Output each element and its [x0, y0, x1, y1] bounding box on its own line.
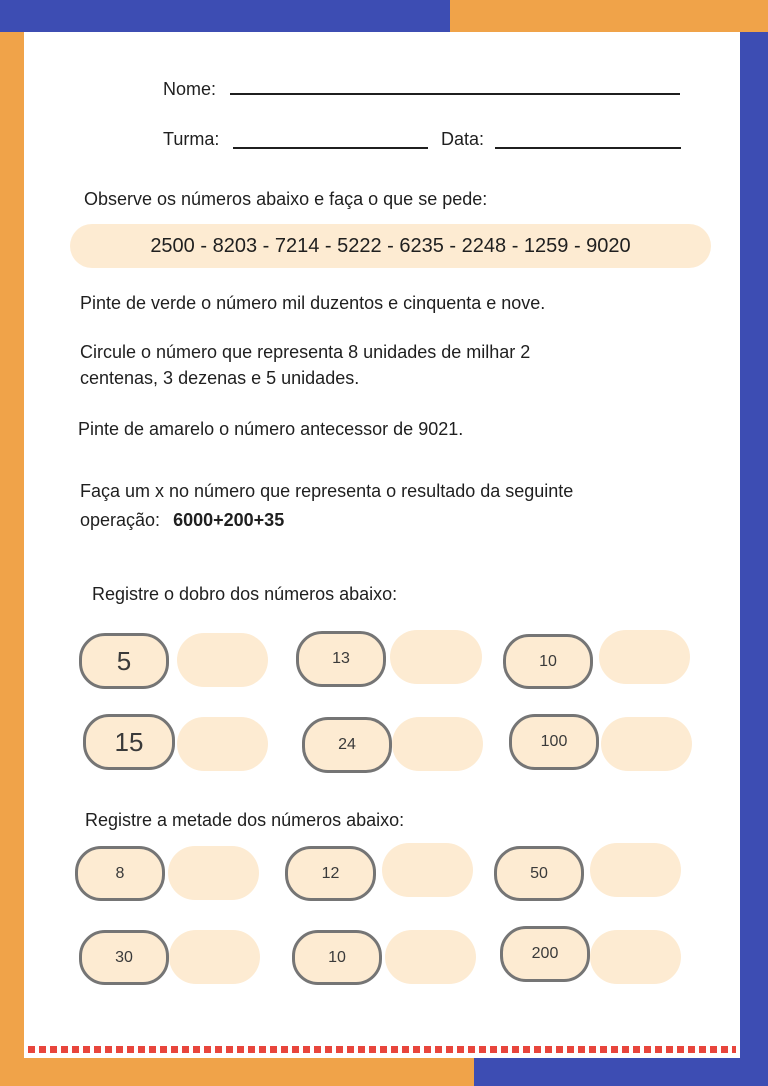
- half-answer-box[interactable]: [590, 930, 681, 984]
- instruction-x-line2: [80, 507, 284, 533]
- half-answer-box[interactable]: [385, 930, 476, 984]
- name-line[interactable]: [230, 93, 680, 95]
- pill-number: 30: [115, 948, 133, 966]
- instruction-x-line1: Faça um x no número que representa o resultado da seguinte: [80, 481, 574, 501]
- double-number-pill: [302, 717, 392, 773]
- instruction-green: Pinte de verde o número mil duzentos e cinquenta e nove.: [80, 293, 546, 313]
- number-sequence-strip: [70, 224, 711, 268]
- frame-right-blue-band: [740, 32, 768, 1086]
- frame-top-orange-band: [450, 0, 768, 32]
- double-number-pill: [79, 633, 169, 689]
- date-label: Data:: [441, 129, 485, 149]
- pill-number: 100: [540, 733, 568, 750]
- pill-number: 10: [539, 652, 557, 670]
- operation-expression: 6000+200+35: [173, 510, 285, 530]
- pill-number: 5: [116, 645, 132, 676]
- half-answer-box[interactable]: [169, 930, 260, 984]
- half-answer-box[interactable]: [382, 843, 473, 897]
- half-number-pill: [285, 846, 376, 901]
- double-number-pill: [296, 631, 386, 687]
- double-answer-box[interactable]: [177, 633, 268, 687]
- intro-text: Observe os números abaixo e faça o que se pede:: [84, 189, 488, 209]
- date-line[interactable]: [495, 147, 681, 149]
- instruction-circle-line2: centenas, 3 dezenas e 5 unidades.: [80, 368, 360, 388]
- half-number-pill: [500, 926, 590, 982]
- double-section-title: Registre o dobro dos números abaixo:: [92, 584, 398, 604]
- double-answer-box[interactable]: [601, 717, 692, 771]
- double-answer-box[interactable]: [599, 630, 690, 684]
- pill-number: 12: [321, 864, 340, 882]
- operation-prefix: operação:: [80, 510, 161, 530]
- frame-bottom-blue-band: [474, 1058, 768, 1086]
- half-number-pill: [75, 846, 165, 901]
- decorative-dashed-border: [28, 1046, 736, 1053]
- half-number-pill: [292, 930, 382, 985]
- frame-bottom-orange-band: [0, 1058, 474, 1086]
- class-line[interactable]: [233, 147, 428, 149]
- double-answer-box[interactable]: [177, 717, 268, 771]
- number-sequence: 2500 - 8203 - 7214 - 5222 - 6235 - 2248 - 1259 - 9020: [150, 234, 631, 257]
- pill-number: 50: [530, 864, 548, 882]
- double-number-pill: [83, 714, 175, 770]
- instruction-circle-line1: Circule o número que representa 8 unidades de milhar 2: [80, 342, 531, 362]
- class-label: Turma:: [163, 129, 220, 149]
- frame-left-orange-band: [0, 32, 24, 1086]
- half-number-pill: [79, 930, 169, 985]
- double-answer-box[interactable]: [390, 630, 482, 684]
- half-number-pill: [494, 846, 584, 901]
- pill-number: 200: [531, 945, 559, 962]
- pill-number: 24: [338, 736, 356, 753]
- pill-number: 10: [328, 948, 346, 966]
- frame-top-blue-band: [0, 0, 450, 32]
- double-number-pill: [503, 634, 593, 689]
- pill-number: 15: [114, 726, 144, 757]
- name-label: Nome:: [163, 79, 217, 99]
- half-answer-box[interactable]: [168, 846, 259, 900]
- pill-number: 13: [332, 650, 350, 667]
- half-answer-box[interactable]: [590, 843, 681, 897]
- instruction-yellow: Pinte de amarelo o número antecessor de 9021.: [78, 419, 464, 439]
- half-section-title: Registre a metade dos números abaixo:: [85, 810, 405, 830]
- double-answer-box[interactable]: [392, 717, 483, 771]
- pill-number: 8: [115, 864, 125, 882]
- double-number-pill: [509, 714, 599, 770]
